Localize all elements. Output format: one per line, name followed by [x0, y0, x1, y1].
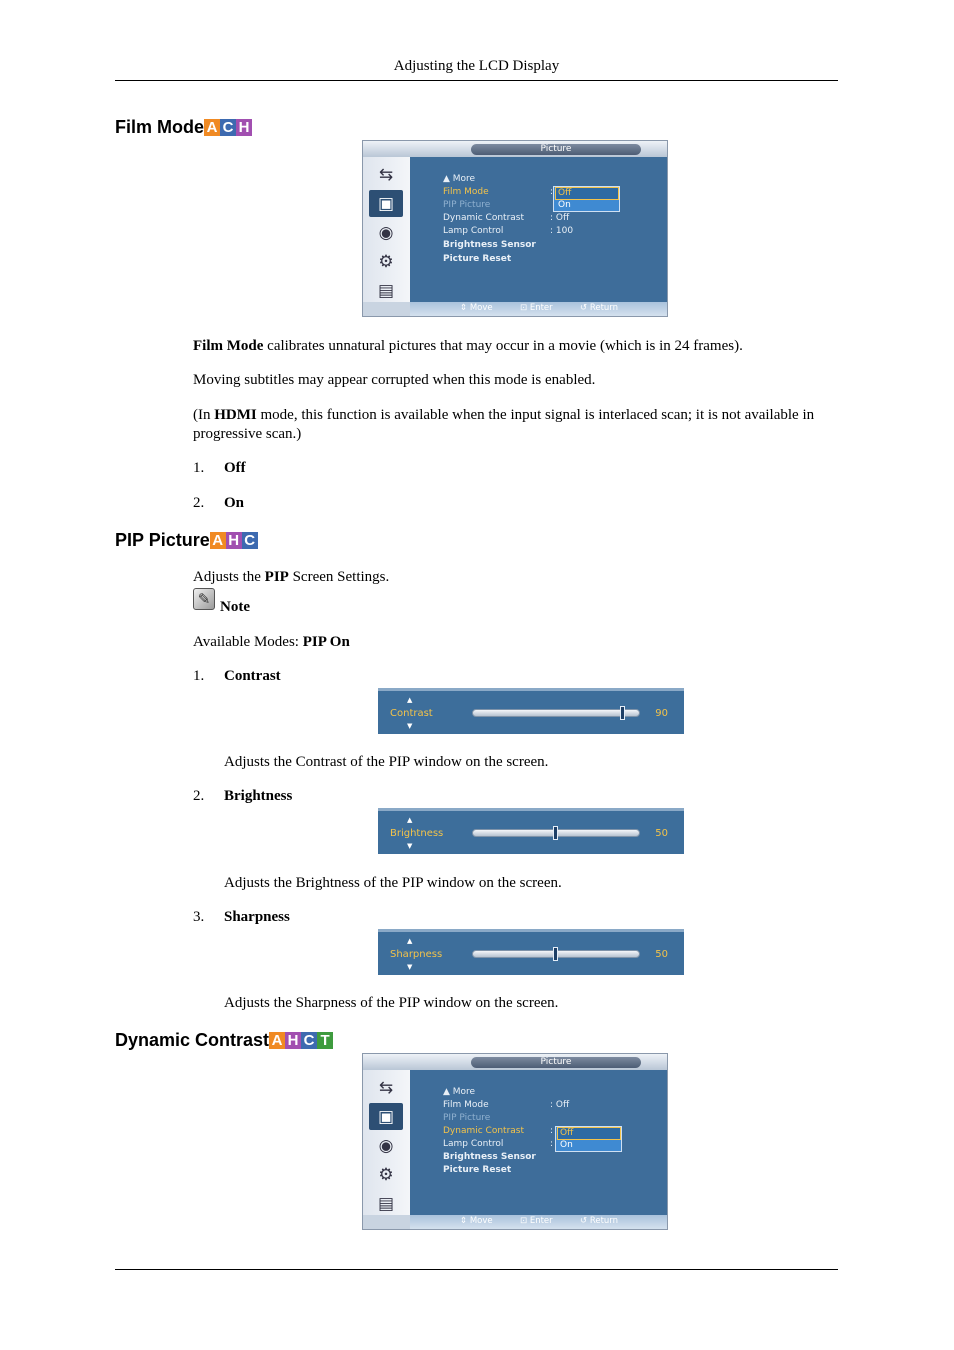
section-title: Film Mode: [115, 117, 204, 137]
menu-item-more[interactable]: ▲ More: [443, 174, 476, 184]
badge-a: A: [204, 119, 220, 136]
note-icon: ✎: [193, 588, 215, 610]
osd-picture-menu-film-mode: [362, 140, 668, 317]
badge-h: H: [285, 1032, 301, 1049]
move-hint: ⇕ Move: [460, 303, 493, 313]
up-arrow-icon[interactable]: ▲: [407, 937, 413, 945]
sharpness-slider-panel[interactable]: [378, 929, 684, 975]
sound-icon[interactable]: ◉: [378, 222, 394, 243]
slider-value: 90: [655, 708, 668, 719]
multi-control-icon[interactable]: ▤: [377, 1193, 395, 1214]
film-mode-heading: [115, 117, 252, 138]
return-hint: ↺ Return: [580, 303, 619, 313]
return-hint: ↺ Return: [580, 1216, 619, 1226]
section-title: Dynamic Contrast: [115, 1030, 270, 1050]
slider-thumb[interactable]: [553, 826, 558, 840]
input-icon[interactable]: ⇆: [378, 164, 394, 185]
osd-menu-list: [410, 1070, 667, 1215]
value-dynamic-contrast: : Off: [550, 213, 570, 223]
footer-rule: [115, 1269, 838, 1270]
dynamic-contrast-dropdown[interactable]: [555, 1126, 622, 1152]
value-lamp-control: : 100: [550, 226, 574, 236]
dynamic-contrast-heading: [115, 1030, 333, 1051]
badge-h: H: [226, 532, 242, 549]
setup-icon[interactable]: ⚙: [378, 251, 394, 272]
menu-item-pip-picture[interactable]: PIP Picture: [443, 1113, 491, 1123]
badge-h: H: [236, 119, 252, 136]
slider-label: Sharpness: [390, 949, 443, 960]
osd-title: Picture: [471, 144, 641, 155]
menu-item-dynamic-contrast[interactable]: Dynamic Contrast: [443, 1126, 525, 1136]
sharpness-description: Adjusts the Sharpness of the PIP window on the screen.: [224, 995, 559, 1011]
value-film-mode: : Off: [550, 1100, 570, 1110]
slider-value: 50: [655, 949, 668, 960]
slider-thumb[interactable]: [620, 706, 625, 720]
menu-item-picture-reset[interactable]: Picture Reset: [443, 254, 512, 264]
slider-thumb[interactable]: [553, 947, 558, 961]
sound-icon[interactable]: ◉: [378, 1135, 394, 1156]
picture-icon[interactable]: ▣: [369, 1103, 403, 1130]
osd-footer: [410, 302, 667, 316]
contrast-description: Adjusts the Contrast of the PIP window on the screen.: [224, 754, 549, 770]
osd-footer: [410, 1215, 667, 1229]
slider-label: Brightness: [390, 828, 444, 839]
menu-item-film-mode[interactable]: Film Mode: [443, 187, 489, 197]
enter-hint: ⊡ Enter: [520, 303, 553, 313]
down-arrow-icon[interactable]: ▼: [407, 963, 413, 971]
contrast-slider-panel[interactable]: [378, 688, 684, 734]
setup-icon[interactable]: ⚙: [378, 1164, 394, 1185]
badge-c: C: [220, 119, 236, 136]
menu-item-lamp-control[interactable]: Lamp Control: [443, 226, 504, 236]
menu-item-more[interactable]: ▲ More: [443, 1087, 476, 1097]
section-title: PIP Picture: [115, 530, 210, 550]
move-hint: ⇕ Move: [460, 1216, 493, 1226]
slider-label: Contrast: [390, 708, 433, 719]
badge-c: C: [301, 1032, 317, 1049]
osd-title: Picture: [471, 1057, 641, 1068]
osd-sidebar: [363, 1070, 410, 1215]
picture-icon[interactable]: ▣: [369, 190, 403, 217]
menu-item-picture-reset[interactable]: Picture Reset: [443, 1165, 512, 1175]
brightness-description: Adjusts the Brightness of the PIP window on the screen.: [224, 875, 562, 891]
film-mode-hdmi-note: (In HDMI mode, this function is available when the input signal is interlaced scan; it is not available in progressive scan.): [193, 407, 815, 442]
enter-hint: ⊡ Enter: [520, 1216, 553, 1226]
menu-item-brightness-sensor[interactable]: Brightness Sensor: [443, 240, 536, 250]
multi-control-icon[interactable]: ▤: [377, 280, 395, 301]
badge-c: C: [242, 532, 258, 549]
menu-item-pip-picture[interactable]: PIP Picture: [443, 200, 491, 210]
film-mode-subtitle-note: Moving subtitles may appear corrupted when this mode is enabled.: [193, 372, 596, 388]
slider-value: 50: [655, 828, 668, 839]
header-rule: [115, 80, 838, 81]
option-on[interactable]: On: [560, 1140, 573, 1150]
option-off[interactable]: Off: [556, 188, 618, 199]
input-icon[interactable]: ⇆: [378, 1077, 394, 1098]
pip-description: Adjusts the PIP Screen Settings.: [193, 569, 390, 585]
osd-menu-list: [410, 157, 667, 302]
slider-track[interactable]: [472, 709, 640, 717]
value-film-mode: :: [550, 187, 554, 197]
badge-a: A: [210, 532, 226, 549]
value-dynamic-contrast: :: [550, 1126, 554, 1136]
osd-sidebar: [363, 157, 410, 302]
page-header: Adjusting the LCD Display: [393, 58, 560, 74]
down-arrow-icon[interactable]: ▼: [407, 722, 413, 730]
osd-picture-menu-dynamic-contrast: [362, 1053, 668, 1230]
up-arrow-icon[interactable]: ▲: [407, 696, 413, 704]
film-mode-description: Film Mode calibrates unnatural pictures that may occur in a movie (which is in 24 frames).: [193, 338, 743, 354]
film-mode-dropdown[interactable]: [553, 186, 620, 212]
option-on[interactable]: On: [558, 200, 571, 210]
value-lamp-control: :: [550, 1139, 554, 1149]
brightness-slider-panel[interactable]: [378, 808, 684, 854]
badge-t: T: [317, 1032, 333, 1049]
menu-item-lamp-control[interactable]: Lamp Control: [443, 1139, 504, 1149]
option-off[interactable]: Off: [558, 1128, 620, 1139]
note-label: Note: [220, 599, 250, 615]
badge-a: A: [269, 1032, 285, 1049]
pip-picture-heading: [115, 530, 258, 551]
menu-item-brightness-sensor[interactable]: Brightness Sensor: [443, 1152, 536, 1162]
available-modes: Available Modes: PIP On: [193, 634, 350, 650]
down-arrow-icon[interactable]: ▼: [407, 842, 413, 850]
menu-item-film-mode[interactable]: Film Mode: [443, 1100, 489, 1110]
menu-item-dynamic-contrast[interactable]: Dynamic Contrast: [443, 213, 525, 223]
up-arrow-icon[interactable]: ▲: [407, 816, 413, 824]
